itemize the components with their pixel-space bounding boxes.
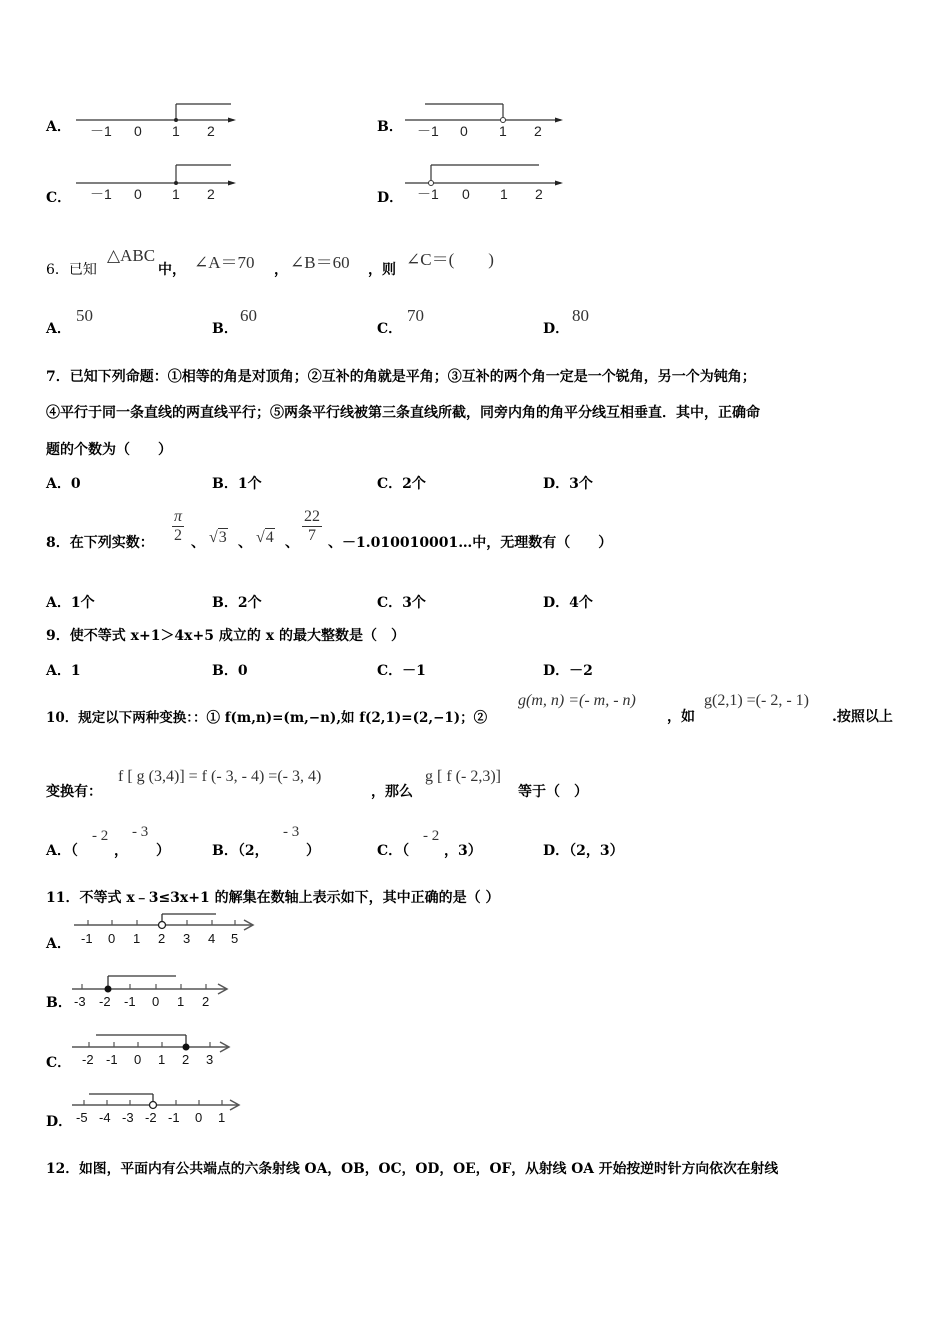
q12-stem: 12．如图，平面内有公共端点的六条射线 OA，OB，OC，OD，OE，OF，从射线 OA 开始按逆时针方向依次在射线 xyxy=(46,1161,779,1177)
tick-label: -2 xyxy=(99,994,111,1008)
tick-label: 2 xyxy=(207,123,215,139)
q11-option-a-label[interactable]: A． xyxy=(46,936,71,952)
option-value: 1个 xyxy=(237,476,262,492)
option-value: 2个 xyxy=(237,595,262,611)
tick-label: 3 xyxy=(206,1052,214,1067)
tick-label: 4 xyxy=(208,931,216,946)
option-label: A． xyxy=(46,663,71,679)
fraction-denominator: 2 xyxy=(174,527,182,544)
option-label: C． xyxy=(377,663,403,679)
q6-angle-b: ∠B＝60 xyxy=(290,253,350,272)
q6-option-a-value: 50 xyxy=(76,306,93,325)
tick-label: -3 xyxy=(74,994,86,1008)
q8-option-d[interactable] xyxy=(543,592,593,612)
q6-angle-c: ∠C＝( ) xyxy=(406,250,494,269)
tick-label: 0 xyxy=(460,123,468,139)
q10-tail: .按照以上 xyxy=(832,709,893,725)
q10-option-a-x: - 2 xyxy=(92,828,109,844)
radicand: 4 xyxy=(265,529,274,546)
q10-g-example: g(2,1) =(- 2, - 1) xyxy=(704,692,809,709)
tick-label: 2 xyxy=(535,186,543,202)
radicand: 3 xyxy=(218,529,227,546)
q6-prefix: 6．已知 xyxy=(46,262,97,278)
q9-option-a[interactable] xyxy=(46,660,81,680)
q10-option-c-x: - 2 xyxy=(423,828,440,844)
tick-label: 3 xyxy=(183,931,191,946)
q5-option-a-label[interactable]: A． xyxy=(46,119,71,135)
q9-option-b[interactable] xyxy=(212,660,248,680)
q7-option-a[interactable] xyxy=(46,473,81,493)
q6-option-d[interactable]: D． xyxy=(543,321,570,337)
q11-option-c-label[interactable]: C． xyxy=(46,1055,72,1071)
q10-option-b-y: - 3 xyxy=(283,824,300,840)
option-text: （ xyxy=(70,843,78,859)
q5-option-d-number-line xyxy=(405,159,575,207)
fraction-denominator: 7 xyxy=(308,527,316,544)
q10-f-example: f [ g (3,4)] = f (- 3, - 4) =(- 3, 4) xyxy=(118,768,322,785)
tick-label: 2 xyxy=(207,186,215,202)
tick-label: -2 xyxy=(145,1110,157,1125)
q5-option-c-label[interactable]: C． xyxy=(46,190,72,206)
option-label: B． xyxy=(212,843,238,859)
q10-option-a-sep: ， xyxy=(114,843,128,859)
q5-option-d-label[interactable]: D． xyxy=(377,190,404,206)
q10-option-c-post: ，3） xyxy=(444,843,482,859)
q10-line2-mid: ，那么 xyxy=(371,784,413,800)
option-label: D． xyxy=(543,663,570,679)
option-value: 4个 xyxy=(569,595,593,611)
q8-option-c[interactable] xyxy=(377,592,426,612)
option-value: －1 xyxy=(402,663,426,679)
tick-label: 0 xyxy=(134,1052,142,1067)
tick-label: 1 xyxy=(172,123,180,139)
tick-label: -2 xyxy=(82,1052,94,1067)
q7-line2: ④平行于同一条直线的两直线平行；⑤两条平行线被第三条直线所截，同旁内角的角平分线互相垂直．其中，正确命 xyxy=(46,405,760,421)
q9-stem: 9．使不等式 x+1＞4x+5 成立的 x 的最大整数是（ ） xyxy=(46,628,405,644)
option-label: C． xyxy=(377,595,403,611)
tick-label: 0 xyxy=(108,931,116,946)
q10-line2-prefix: 变换有： xyxy=(46,784,102,800)
q8-option-b[interactable] xyxy=(212,592,262,612)
q10-option-a[interactable] xyxy=(46,840,78,860)
option-label: D． xyxy=(543,595,570,611)
q11-option-c-number-line xyxy=(72,1032,242,1068)
q6-triangle: △ABC xyxy=(107,246,156,265)
option-label: A． xyxy=(46,843,71,859)
q6-option-b-value: 60 xyxy=(240,306,257,325)
option-value: 1个 xyxy=(70,595,95,611)
q7-option-b[interactable] xyxy=(212,473,262,493)
q6-option-d-value: 80 xyxy=(572,306,589,325)
option-value: －2 xyxy=(569,663,593,679)
q10-option-d[interactable] xyxy=(543,840,624,860)
q10-g-definition: g(m, n) =(- m, - n) xyxy=(518,692,636,709)
q10-mid: ，如 xyxy=(667,709,695,725)
q6-mid2: ，则 xyxy=(368,262,396,278)
option-label: A． xyxy=(46,476,71,492)
tick-label: 1 xyxy=(218,1110,226,1125)
tick-label: 2 xyxy=(534,123,542,139)
q11-option-d-number-line xyxy=(72,1090,252,1126)
q7-line3: 题的个数为（ ） xyxy=(46,442,172,458)
tick-label: －1 xyxy=(417,123,439,139)
tick-label: 1 xyxy=(172,186,180,202)
option-value: 3个 xyxy=(569,476,593,492)
q10-option-b[interactable] xyxy=(212,840,269,860)
tick-label: 0 xyxy=(152,994,160,1008)
tick-label: -1 xyxy=(124,994,136,1008)
tick-label: 2 xyxy=(158,931,166,946)
fraction-numerator: π xyxy=(174,508,183,525)
option-value: 2个 xyxy=(402,476,426,492)
q5-option-b-number-line xyxy=(405,96,575,144)
q10-option-a-y: - 3 xyxy=(132,824,149,840)
tick-label: －1 xyxy=(417,186,439,202)
q11-option-a-number-line xyxy=(72,913,262,949)
q6-mid1: 中， xyxy=(158,262,186,278)
q11-option-d-label[interactable]: D． xyxy=(46,1114,73,1130)
option-value: 0 xyxy=(237,663,248,679)
q10-option-b-post: ） xyxy=(306,843,320,859)
tick-label: -1 xyxy=(168,1110,180,1125)
q8-prefix: 8．在下列实数： xyxy=(46,535,154,551)
q8-sqrt3 xyxy=(209,529,228,547)
q8-sqrt4 xyxy=(256,529,275,547)
option-label: B． xyxy=(212,595,238,611)
tick-label: 0 xyxy=(134,186,142,202)
q7-line1: 7．已知下列命题：①相等的角是对顶角；②互补的角就是平角；③互补的两个角一定是一个锐角，另一个为钝角； xyxy=(46,369,756,385)
option-value: 0 xyxy=(70,476,81,492)
q7-option-c[interactable] xyxy=(377,473,426,493)
option-label: D． xyxy=(543,843,570,859)
q5-option-b-label[interactable]: B． xyxy=(377,119,403,135)
q5-option-a-number-line xyxy=(76,96,246,144)
q6-option-c-value: 70 xyxy=(407,306,424,325)
tick-label: 1 xyxy=(500,186,508,202)
option-value: 3个 xyxy=(402,595,426,611)
q11-option-b-number-line xyxy=(72,972,242,1008)
q6-option-a[interactable]: A． xyxy=(46,321,71,337)
q9-option-c[interactable] xyxy=(377,660,426,680)
q10-g-question: g [ f (- 2,3)] xyxy=(425,768,501,785)
option-label: C． xyxy=(377,476,403,492)
q8-pi-over-2 xyxy=(172,508,184,545)
separator: 、 xyxy=(191,535,205,551)
tick-label: 1 xyxy=(177,994,185,1008)
tick-label: -4 xyxy=(99,1110,111,1125)
tick-label: 5 xyxy=(231,931,239,946)
fraction-numerator: 22 xyxy=(304,508,320,525)
radical-sign: √ xyxy=(209,529,218,546)
q7-option-d[interactable] xyxy=(543,473,593,493)
q5-option-c-number-line xyxy=(76,159,246,207)
option-label: B． xyxy=(212,476,238,492)
tick-label: -1 xyxy=(81,931,93,946)
tick-label: -3 xyxy=(122,1110,134,1125)
tick-label: －1 xyxy=(90,123,112,139)
q10-prefix: 10．规定以下两种变换：：① f(m,n)=(m,−n),如 f(2,1)=(2,−1)；② xyxy=(46,710,488,726)
option-label: B． xyxy=(212,663,238,679)
q8-tail: 、－1.010010001…中，无理数有（ ） xyxy=(328,535,613,551)
q6-option-b[interactable]: B． xyxy=(212,321,238,337)
tick-label: -5 xyxy=(76,1110,88,1125)
tick-label: 1 xyxy=(158,1052,166,1067)
tick-label: 0 xyxy=(195,1110,203,1125)
q6-angle-a: ∠A＝70 xyxy=(194,253,255,272)
tick-label: 1 xyxy=(133,931,141,946)
q10-line2-tail: 等于（ ） xyxy=(518,784,588,800)
q6-option-c[interactable]: C． xyxy=(377,321,403,337)
q11-option-b-label[interactable]: B． xyxy=(46,995,72,1011)
q11-stem: 11．不等式 x﹣3≤3x+1 的解集在数轴上表示如下，其中正确的是（ ） xyxy=(46,890,500,906)
separator: 、 xyxy=(238,535,252,551)
tick-label: 1 xyxy=(499,123,507,139)
q8-22-over-7 xyxy=(302,508,322,545)
option-text: （ xyxy=(402,843,410,859)
option-value: 1 xyxy=(70,663,81,679)
q9-option-d[interactable] xyxy=(543,660,593,680)
option-text: （2，3） xyxy=(569,843,624,859)
tick-label: 2 xyxy=(182,1052,190,1067)
tick-label: 0 xyxy=(462,186,470,202)
tick-label: 0 xyxy=(134,123,142,139)
tick-label: -1 xyxy=(106,1052,118,1067)
option-label: C． xyxy=(377,843,403,859)
q8-option-a[interactable] xyxy=(46,592,95,612)
option-text: （2， xyxy=(237,843,269,859)
q10-option-a-post: ） xyxy=(156,843,170,859)
option-label: D． xyxy=(543,476,570,492)
tick-label: －1 xyxy=(90,186,112,202)
tick-label: 2 xyxy=(202,994,210,1008)
q6-stem xyxy=(46,259,97,279)
q10-option-c[interactable] xyxy=(377,840,409,860)
option-label: A． xyxy=(46,595,71,611)
q6-sep: ， xyxy=(274,262,288,278)
separator: 、 xyxy=(285,535,299,551)
radical-sign: √ xyxy=(256,529,265,546)
